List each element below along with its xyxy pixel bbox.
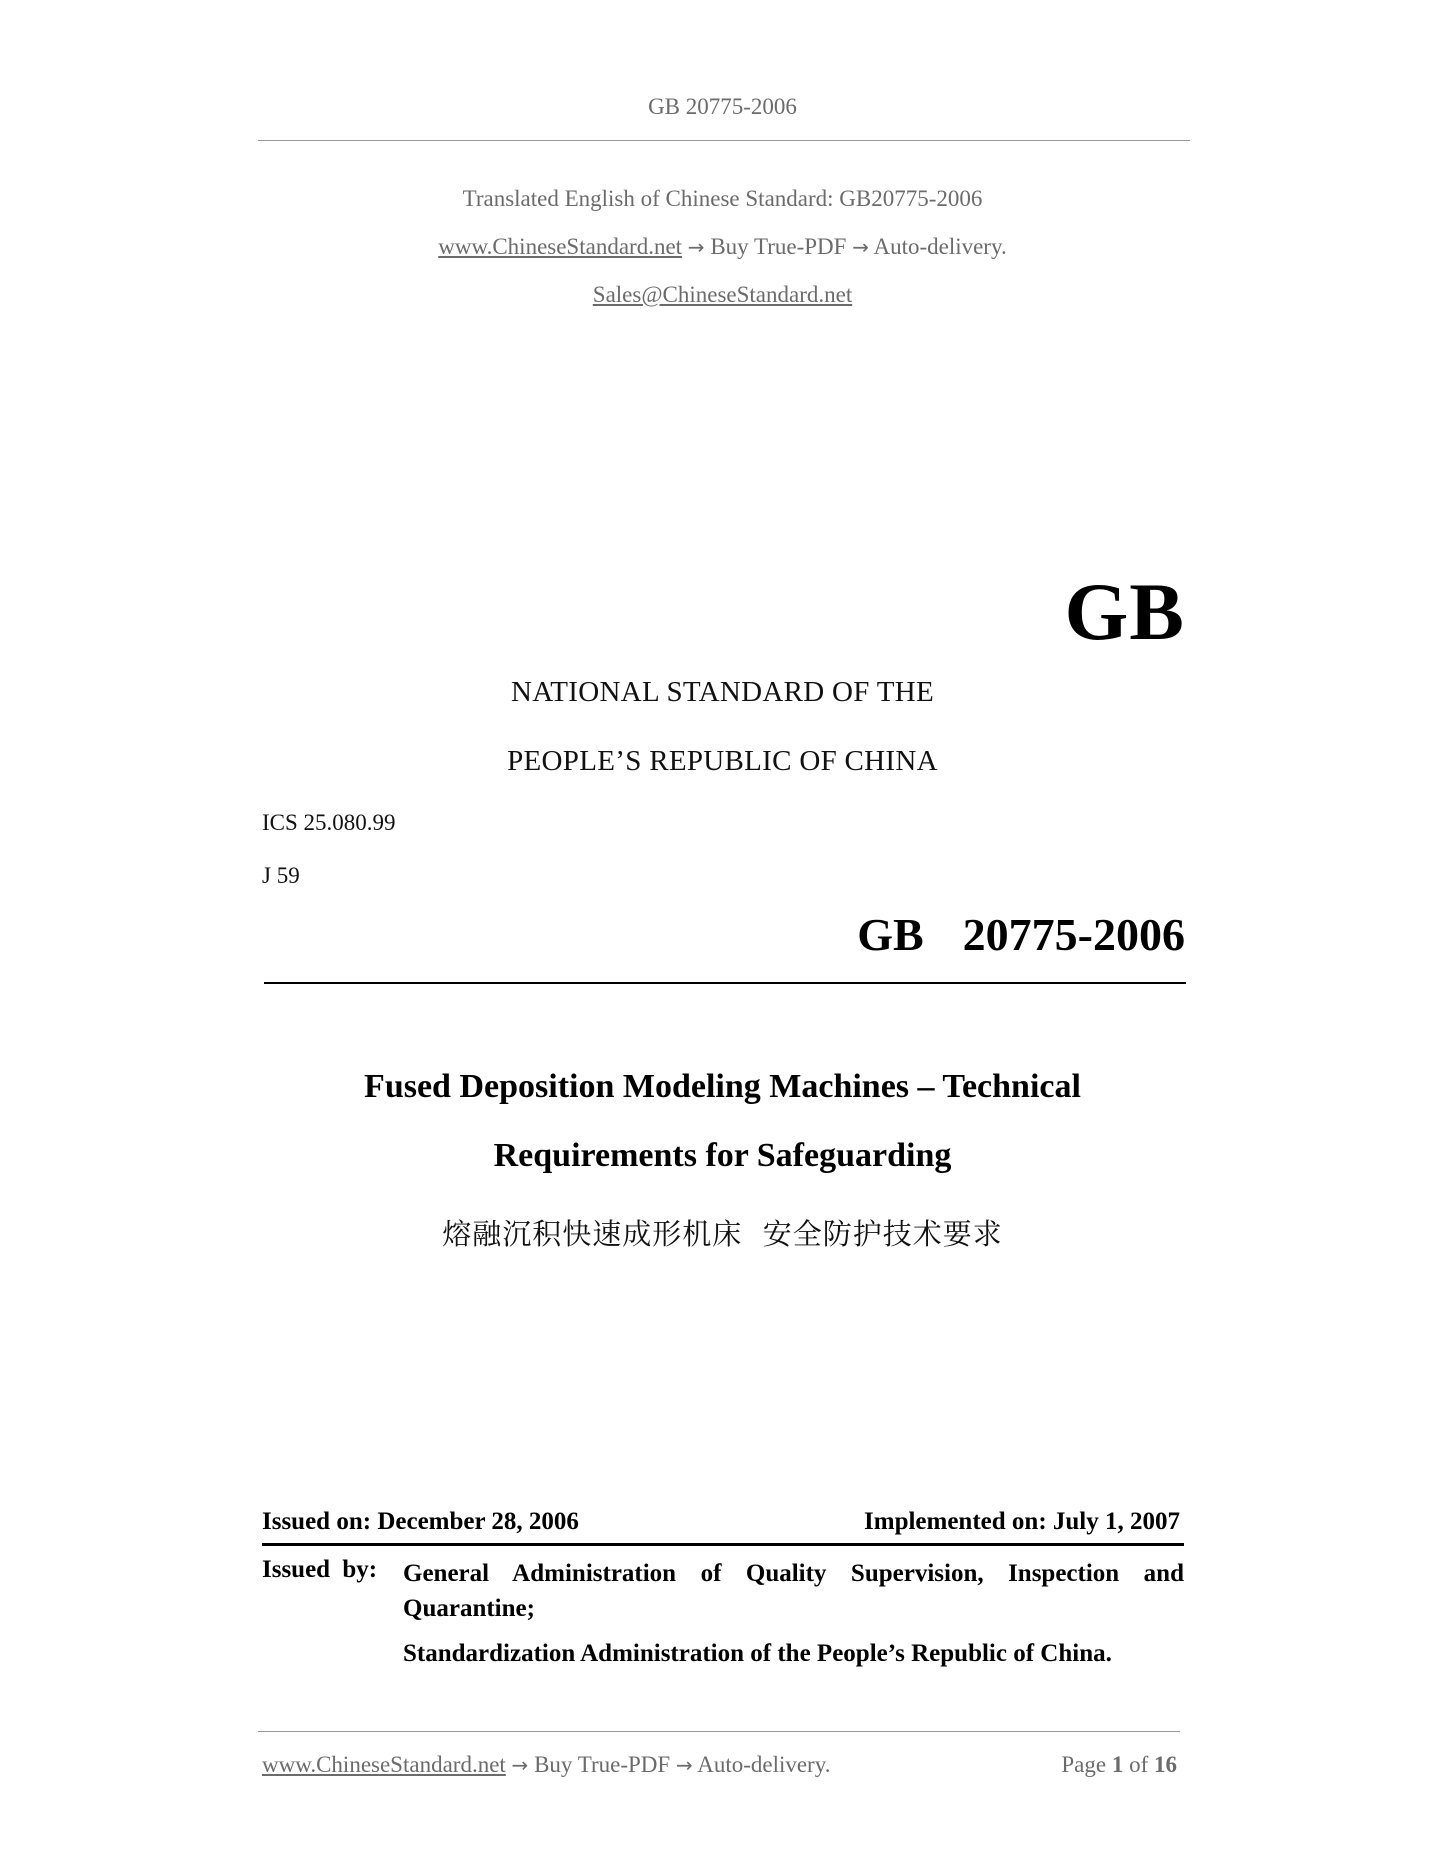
arrow-right-icon: → — [852, 235, 869, 259]
running-header: GB 20775-2006 — [648, 94, 797, 119]
issued-by-authority-2: Standardization Administration of the People’s Republic of China. — [403, 1640, 1112, 1667]
footer-delivery-text: Auto-delivery. — [697, 1752, 831, 1777]
standard-number: GB 20775-2006 — [857, 909, 1185, 960]
page-total: 16 — [1154, 1752, 1177, 1777]
title-cn: 熔融沉积快速成形机床 安全防护技术要求 — [442, 1217, 1003, 1251]
page-label: Page — [1061, 1752, 1107, 1777]
issued-by-label: Issued by: — [262, 1556, 378, 1583]
auto-delivery-text: Auto-delivery. — [873, 234, 1007, 259]
page-current: 1 — [1111, 1752, 1124, 1777]
buy-true-pdf-text: Buy True-PDF — [710, 234, 847, 259]
footer-purchase-line — [262, 1752, 830, 1778]
ics-code: ICS 25.080.99 — [262, 810, 396, 835]
site-link[interactable]: www.ChineseStandard.net — [438, 234, 683, 259]
issue-divider — [262, 1543, 1184, 1546]
issued-on: Issued on: December 28, 2006 — [262, 1508, 579, 1535]
standard-number-divider — [264, 982, 1186, 984]
title-en-line-1: Fused Deposition Modeling Machines – Technical — [364, 1068, 1081, 1105]
national-standard-line-2: PEOPLE’S REPUBLIC OF CHINA — [507, 745, 938, 777]
footer-site-link[interactable]: www.ChineseStandard.net — [262, 1752, 506, 1777]
sales-email-link[interactable]: Sales@ChineseStandard.net — [592, 282, 853, 307]
header-divider — [258, 140, 1190, 141]
arrow-right-icon: → — [511, 1753, 529, 1777]
gb-logo: GB — [1064, 566, 1185, 657]
translation-notice: Translated English of Chinese Standard: GB20775-2006 — [462, 186, 983, 211]
issued-by-authority-1: General Administration of Quality Supervision, Inspection and Quarantine; — [403, 1560, 1184, 1622]
ccs-code: J 59 — [262, 863, 300, 888]
title-en-line-2: Requirements for Safeguarding — [493, 1137, 952, 1174]
implemented-on: Implemented on: July 1, 2007 — [864, 1508, 1180, 1535]
page-of: of — [1129, 1752, 1149, 1777]
purchase-line — [0, 234, 1445, 260]
footer-divider — [258, 1731, 1180, 1732]
arrow-right-icon: → — [687, 235, 705, 259]
footer-buy-text: Buy True-PDF — [534, 1752, 671, 1777]
national-standard-line-1: NATIONAL STANDARD OF THE — [511, 676, 934, 708]
page-indicator — [1061, 1752, 1177, 1778]
arrow-right-icon: → — [675, 1753, 693, 1777]
email-line — [0, 282, 1445, 308]
